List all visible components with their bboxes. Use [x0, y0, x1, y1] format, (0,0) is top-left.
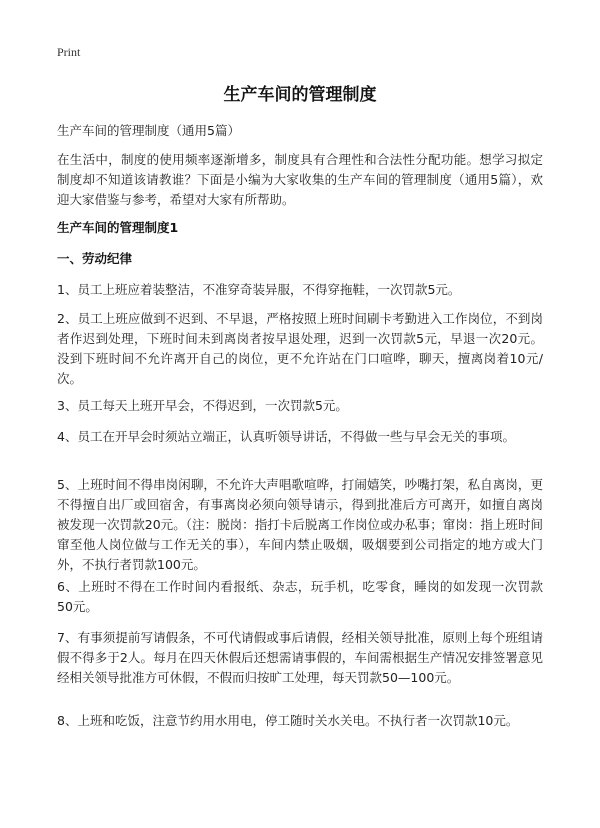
- intro-paragraph: 在生活中，制度的使用频率逐渐增多，制度具有合理性和合法性分配功能。想学习拟定制度却不知道该请教谁？下面是小编为大家收集的生产车间的管理制度（通用5篇），欢迎大家借鉴与参考，希望对大家有所帮助。: [57, 152, 543, 207]
- rule-item: 4、员工在开早会时须站立端正，认真听领导讲话，不得做一些与早会无关的事项。: [57, 429, 515, 444]
- rule-item: 6、上班时不得在工作时间内看报纸、杂志，玩手机，吃零食，睡岗的如发现一次罚款50元。: [57, 579, 543, 614]
- rule-item: 3、员工每天上班开早会，不得迟到，一次罚款5元。: [57, 398, 348, 413]
- rule-item: 8、上班和吃饭，注意节约用水用电，停工随时关水关电。不执行者一次罚款10元。: [57, 713, 519, 728]
- rule-item: 7、有事须提前写请假条，不可代请假或事后请假，经相关领导批准，原则上每个班组请假不得多于2人。每月在四天休假后还想需请事假的，车间需根据生产情况安排签署意见经相关领导批准方可休假，不假而归按旷工处理，每天罚款50—100元。: [57, 630, 543, 685]
- section-heading: 生产车间的管理制度1: [57, 220, 179, 235]
- subsection-heading: 一、劳动纪律: [57, 251, 133, 266]
- print-link[interactable]: Print: [57, 45, 81, 59]
- document-subtitle: 生产车间的管理制度（通用5篇）: [57, 123, 240, 138]
- rule-item: 5、上班时间不得串岗闲聊，不允许大声唱歌喧哗，打闹嬉笑，吵嘴打架，私自离岗，更不得擅自出厂或回宿舍，有事离岗必须向领导请示，得到批准后方可离开，如擅自离岗被发现一次罚款20元。（注：脱岗：指打卡后脱离工作岗位或办私事；窜岗：指上班时间窜至他人岗位做与工作无关的事），车间内禁止吸烟，吸烟要到公司指定的地方或大门外，不执行者罚款100元。: [57, 477, 543, 572]
- rule-item: 1、员工上班应着装整洁，不准穿奇装异服，不得穿拖鞋，一次罚款5元。: [57, 282, 461, 297]
- rule-item: 2、员工上班应做到不迟到、不早退，严格按照上班时间刷卡考勤进入工作岗位，不到岗者作迟到处理，下班时间未到离岗者按早退处理，迟到一次罚款5元，早退一次20元。没到下班时间不允许离开自己的岗位，更不允许站在门口喧哗，聊天，擅离岗着10元/次。: [57, 311, 543, 386]
- page-title: 生产车间的管理制度: [223, 85, 377, 105]
